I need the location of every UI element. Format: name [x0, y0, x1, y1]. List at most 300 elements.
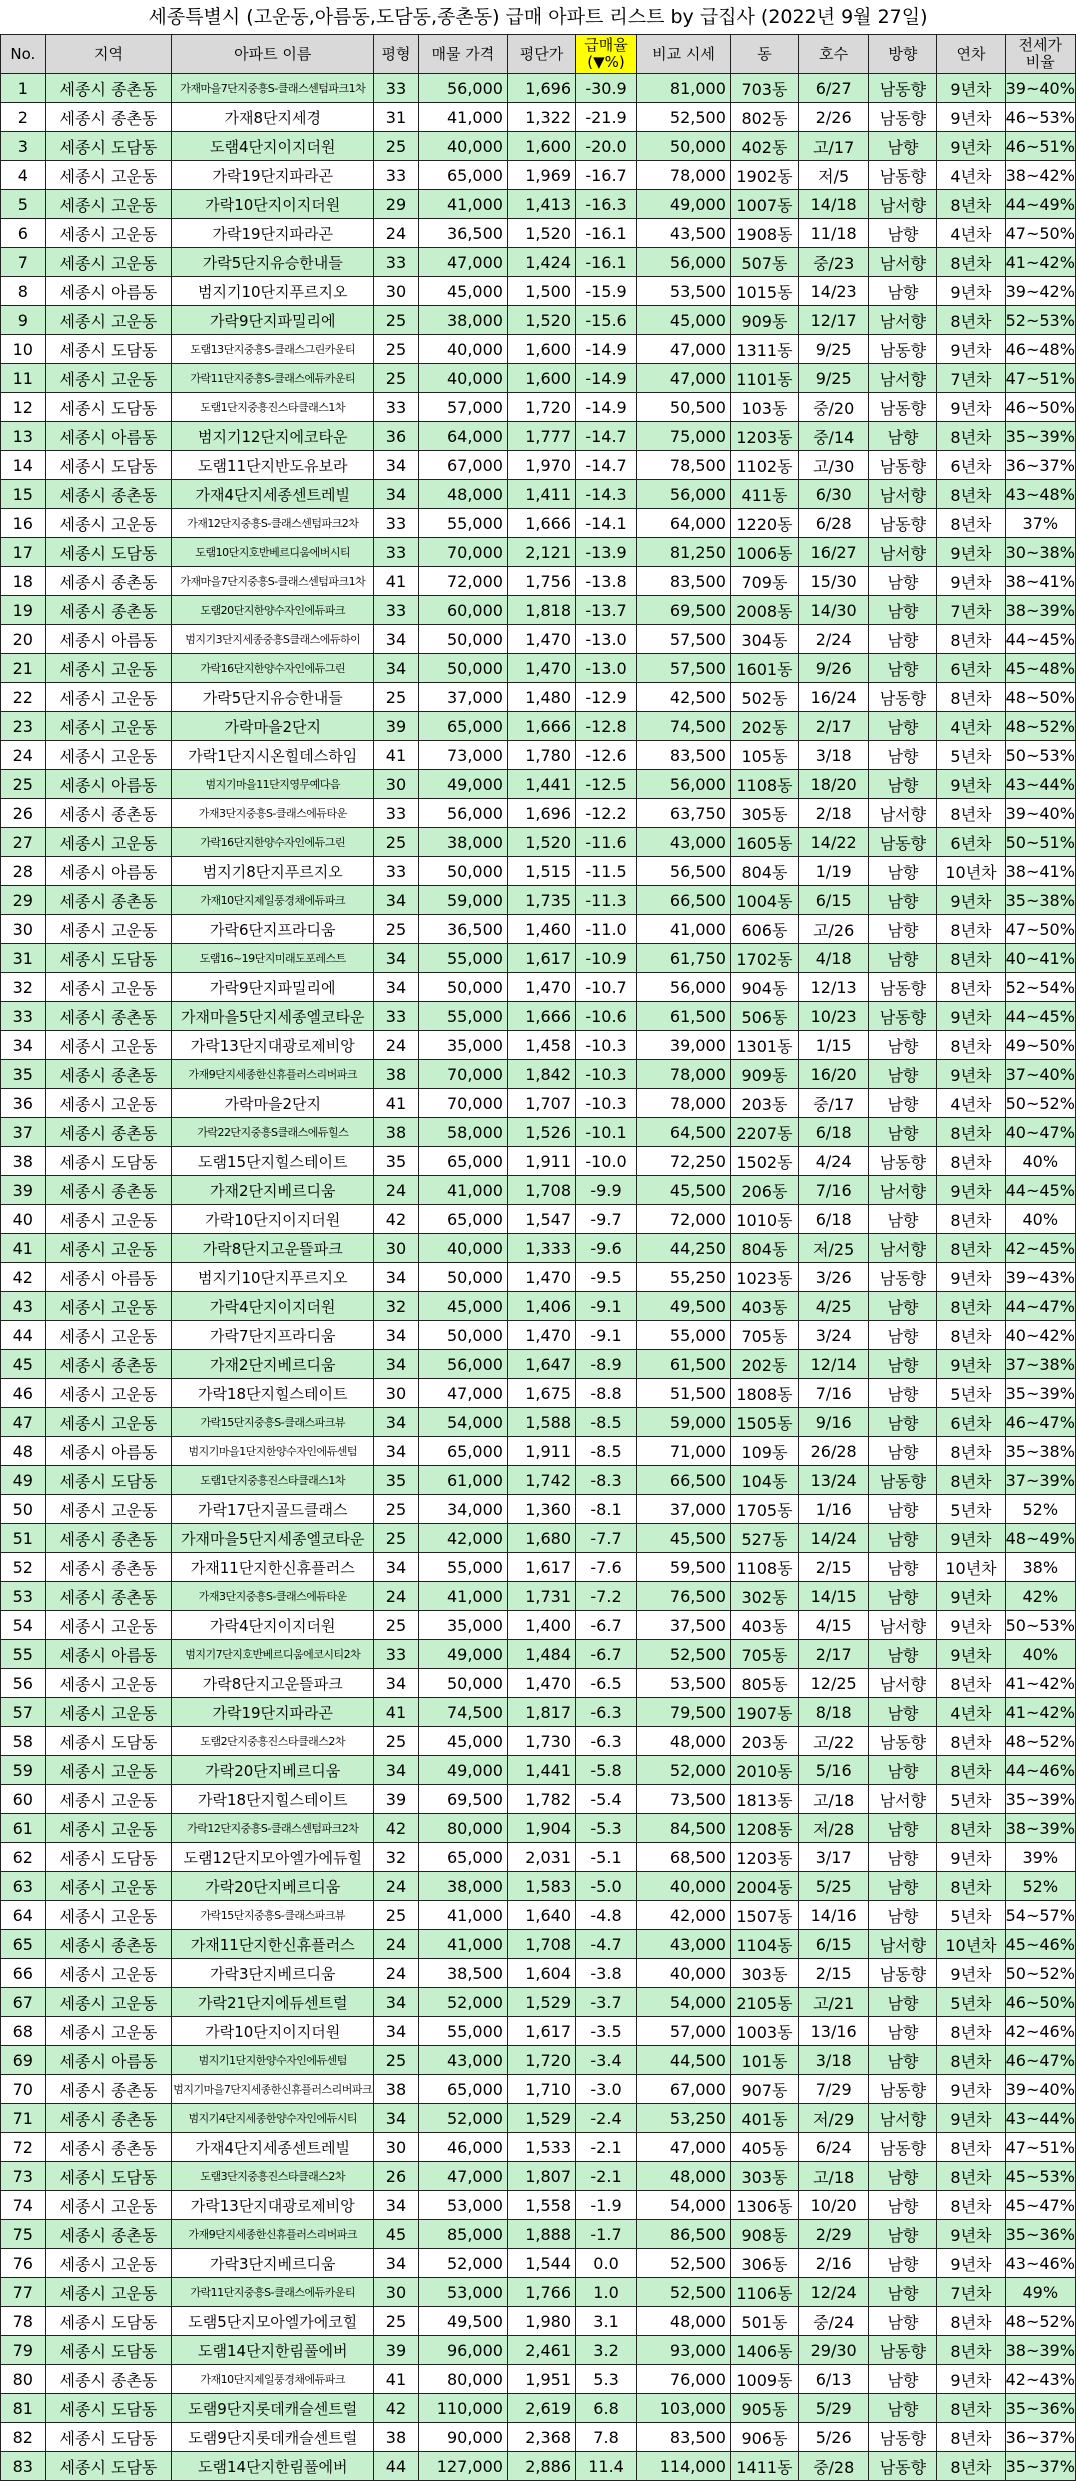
region-cell: 세종시 고운동 [45, 306, 172, 335]
building-cell: 906동 [730, 2423, 798, 2452]
sale-price-cell: 80,000 [418, 1814, 507, 1843]
building-cell: 1007동 [730, 190, 798, 219]
compare-price-cell: 48,000 [637, 2162, 731, 2191]
compare-price-cell: 68,500 [637, 1843, 731, 1872]
region-cell: 세종시 고운동 [45, 654, 172, 683]
sale-price-cell: 70,000 [418, 1060, 507, 1089]
region-cell: 세종시 도담동 [45, 2307, 172, 2336]
row-number-cell: 56 [1, 1669, 46, 1698]
age-cell: 8년차 [937, 2336, 1005, 2365]
floor-cell: 1/16 [798, 1495, 868, 1524]
jeonse-ratio-cell: 50~51% [1005, 828, 1076, 857]
direction-cell: 남향 [869, 1901, 937, 1930]
column-header: 호수 [798, 35, 868, 74]
jeonse-ratio-cell: 43~46% [1005, 2249, 1076, 2278]
compare-price-cell: 64,500 [637, 1118, 731, 1147]
age-cell: 9년차 [937, 2220, 1005, 2249]
table-row [1, 2249, 1076, 2278]
building-cell: 1502동 [730, 1147, 798, 1176]
compare-price-cell: 76,000 [637, 2365, 731, 2394]
apartment-name-cell: 도램1단지중흥진스타클래스1차 [172, 1466, 374, 1495]
floor-cell: 2/16 [798, 2249, 868, 2278]
jeonse-ratio-cell: 46~47% [1005, 2046, 1076, 2075]
compare-price-cell: 42,500 [637, 683, 731, 712]
price-per-pyeong-cell: 1,515 [507, 857, 575, 886]
price-per-pyeong-cell: 1,756 [507, 567, 575, 596]
row-number-cell: 78 [1, 2307, 46, 2336]
row-number-cell: 16 [1, 509, 46, 538]
table-row [1, 2133, 1076, 2162]
region-cell: 세종시 아름동 [45, 625, 172, 654]
apartment-name-cell: 가락3단지베르디움 [172, 2249, 374, 2278]
sale-price-cell: 52,000 [418, 2249, 507, 2278]
floor-cell: 3/24 [798, 1321, 868, 1350]
sale-price-cell: 43,000 [418, 2046, 507, 2075]
building-cell: 109동 [730, 1437, 798, 1466]
direction-cell: 남향 [869, 1872, 937, 1901]
age-cell: 8년차 [937, 2452, 1005, 2481]
jeonse-ratio-cell: 38~41% [1005, 857, 1076, 886]
compare-price-cell: 83,500 [637, 2423, 731, 2452]
jeonse-ratio-cell: 44~47% [1005, 1292, 1076, 1321]
discount-rate-cell: -14.9 [576, 335, 637, 364]
age-cell: 8년차 [937, 1321, 1005, 1350]
price-per-pyeong-cell: 1,675 [507, 1379, 575, 1408]
price-per-pyeong-cell: 1,529 [507, 1988, 575, 2017]
compare-price-cell: 86,500 [637, 2220, 731, 2249]
price-per-pyeong-cell: 1,484 [507, 1640, 575, 1669]
building-cell: 909동 [730, 306, 798, 335]
discount-rate-cell: -15.9 [576, 277, 637, 306]
direction-cell: 남향 [869, 2162, 937, 2191]
jeonse-ratio-cell: 35~39% [1005, 422, 1076, 451]
size-pyeong-cell: 42 [374, 1814, 419, 1843]
compare-price-cell: 43,000 [637, 828, 731, 857]
direction-cell: 남향 [869, 1292, 937, 1321]
age-cell: 9년차 [937, 770, 1005, 799]
sale-price-cell: 41,000 [418, 1901, 507, 1930]
compare-price-cell: 54,000 [637, 2191, 731, 2220]
region-cell: 세종시 아름동 [45, 1437, 172, 1466]
region-cell: 세종시 고운동 [45, 1379, 172, 1408]
building-cell: 303동 [730, 1959, 798, 1988]
age-cell: 9년차 [937, 1263, 1005, 1292]
direction-cell: 남향 [869, 2365, 937, 2394]
price-per-pyeong-cell: 1,680 [507, 1524, 575, 1553]
row-number-cell: 41 [1, 1234, 46, 1263]
compare-price-cell: 56,500 [637, 857, 731, 886]
size-pyeong-cell: 34 [374, 2104, 419, 2133]
apartment-name-cell: 가락8단지고운뜰파크 [172, 1669, 374, 1698]
size-pyeong-cell: 34 [374, 654, 419, 683]
age-cell: 9년차 [937, 1959, 1005, 1988]
age-cell: 9년차 [937, 886, 1005, 915]
sale-price-cell: 46,000 [418, 2133, 507, 2162]
discount-rate-cell: -7.7 [576, 1524, 637, 1553]
size-pyeong-cell: 30 [374, 1234, 419, 1263]
direction-cell: 남향 [869, 2017, 937, 2046]
size-pyeong-cell: 33 [374, 538, 419, 567]
size-pyeong-cell: 25 [374, 2046, 419, 2075]
compare-price-cell: 81,000 [637, 74, 731, 103]
floor-cell: 2/15 [798, 1553, 868, 1582]
row-number-cell: 4 [1, 161, 46, 190]
size-pyeong-cell: 33 [374, 161, 419, 190]
table-row [1, 828, 1076, 857]
price-per-pyeong-cell: 1,424 [507, 248, 575, 277]
compare-price-cell: 81,250 [637, 538, 731, 567]
jeonse-ratio-cell: 37% [1005, 509, 1076, 538]
price-per-pyeong-cell: 1,720 [507, 393, 575, 422]
table-row [1, 335, 1076, 364]
discount-rate-cell: -5.0 [576, 1872, 637, 1901]
building-cell: 1009동 [730, 2365, 798, 2394]
age-cell: 8년차 [937, 1205, 1005, 1234]
discount-rate-cell: -5.3 [576, 1814, 637, 1843]
building-cell: 1306동 [730, 2191, 798, 2220]
table-row [1, 277, 1076, 306]
apartment-name-cell: 가락15단지중흥S-클래스파크뷰 [172, 1408, 374, 1437]
age-cell: 9년차 [937, 1350, 1005, 1379]
floor-cell: 8/18 [798, 1698, 868, 1727]
row-number-cell: 50 [1, 1495, 46, 1524]
price-per-pyeong-cell: 1,617 [507, 944, 575, 973]
region-cell: 세종시 고운동 [45, 1408, 172, 1437]
row-number-cell: 72 [1, 2133, 46, 2162]
direction-cell: 남향 [869, 625, 937, 654]
floor-cell: 2/15 [798, 1959, 868, 1988]
row-number-cell: 20 [1, 625, 46, 654]
compare-price-cell: 61,500 [637, 1350, 731, 1379]
region-cell: 세종시 종촌동 [45, 1176, 172, 1205]
age-cell: 9년차 [937, 103, 1005, 132]
apartment-name-cell: 가재2단지베르디움 [172, 1350, 374, 1379]
price-per-pyeong-cell: 1,333 [507, 1234, 575, 1263]
sale-price-cell: 65,000 [418, 712, 507, 741]
compare-price-cell: 50,500 [637, 393, 731, 422]
region-cell: 세종시 고운동 [45, 683, 172, 712]
sale-price-cell: 85,000 [418, 2220, 507, 2249]
floor-cell: 6/28 [798, 509, 868, 538]
region-cell: 세종시 종촌동 [45, 480, 172, 509]
direction-cell: 남향 [869, 219, 937, 248]
floor-cell: 12/13 [798, 973, 868, 1002]
sale-price-cell: 65,000 [418, 1147, 507, 1176]
jeonse-ratio-cell: 35~36% [1005, 2220, 1076, 2249]
jeonse-ratio-cell: 38~42% [1005, 161, 1076, 190]
sale-price-cell: 54,000 [418, 1408, 507, 1437]
age-cell: 8년차 [937, 1437, 1005, 1466]
building-cell: 606동 [730, 915, 798, 944]
direction-cell: 남향 [869, 915, 937, 944]
direction-cell: 남향 [869, 1205, 937, 1234]
sale-price-cell: 70,000 [418, 1089, 507, 1118]
table-row [1, 2394, 1076, 2423]
size-pyeong-cell: 41 [374, 1089, 419, 1118]
discount-rate-cell: -3.0 [576, 2075, 637, 2104]
region-cell: 세종시 아름동 [45, 277, 172, 306]
row-number-cell: 28 [1, 857, 46, 886]
direction-cell: 남동향 [869, 393, 937, 422]
age-cell: 9년차 [937, 1611, 1005, 1640]
direction-cell: 남향 [869, 741, 937, 770]
apartment-name-cell: 가락10단지이지더원 [172, 2017, 374, 2046]
direction-cell: 남향 [869, 422, 937, 451]
price-per-pyeong-cell: 1,617 [507, 1553, 575, 1582]
direction-cell: 남서향 [869, 1234, 937, 1263]
size-pyeong-cell: 26 [374, 2162, 419, 2191]
compare-price-cell: 49,000 [637, 190, 731, 219]
discount-rate-cell: -9.5 [576, 1263, 637, 1292]
floor-cell: 14/16 [798, 1901, 868, 1930]
row-number-cell: 48 [1, 1437, 46, 1466]
age-cell: 9년차 [937, 2075, 1005, 2104]
column-header: 매물 가격 [418, 35, 507, 74]
sale-price-cell: 55,000 [418, 1553, 507, 1582]
price-per-pyeong-cell: 2,121 [507, 538, 575, 567]
direction-cell: 남향 [869, 1553, 937, 1582]
sale-price-cell: 45,000 [418, 1727, 507, 1756]
table-row [1, 1611, 1076, 1640]
floor-cell: 13/24 [798, 1466, 868, 1495]
direction-cell: 남서향 [869, 248, 937, 277]
sale-price-cell: 37,000 [418, 683, 507, 712]
compare-price-cell: 78,000 [637, 1060, 731, 1089]
size-pyeong-cell: 34 [374, 2191, 419, 2220]
row-number-cell: 34 [1, 1031, 46, 1060]
compare-price-cell: 79,500 [637, 1698, 731, 1727]
compare-price-cell: 56,000 [637, 973, 731, 1002]
compare-price-cell: 78,500 [637, 451, 731, 480]
building-cell: 904동 [730, 973, 798, 1002]
apartment-name-cell: 도램14단지한림풀에버 [172, 2452, 374, 2481]
floor-cell: 6/15 [798, 1930, 868, 1959]
age-cell: 6년차 [937, 451, 1005, 480]
age-cell: 10년차 [937, 857, 1005, 886]
discount-rate-cell: -3.4 [576, 2046, 637, 2075]
row-number-cell: 2 [1, 103, 46, 132]
direction-cell: 남향 [869, 1495, 937, 1524]
age-cell: 8년차 [937, 1118, 1005, 1147]
region-cell: 세종시 도담동 [45, 2162, 172, 2191]
floor-cell: 10/23 [798, 1002, 868, 1031]
direction-cell: 남동향 [869, 451, 937, 480]
compare-price-cell: 66,500 [637, 1466, 731, 1495]
discount-rate-cell: -8.3 [576, 1466, 637, 1495]
apartment-name-cell: 범지기마을7단지세종한신휴플러스리버파크 [172, 2075, 374, 2104]
size-pyeong-cell: 25 [374, 828, 419, 857]
jeonse-ratio-cell: 40~41% [1005, 944, 1076, 973]
age-cell: 9년차 [937, 538, 1005, 567]
table-row [1, 857, 1076, 886]
compare-price-cell: 71,000 [637, 1437, 731, 1466]
age-cell: 8년차 [937, 2307, 1005, 2336]
price-per-pyeong-cell: 1,888 [507, 2220, 575, 2249]
floor-cell: 2/18 [798, 799, 868, 828]
size-pyeong-cell: 33 [374, 509, 419, 538]
price-per-pyeong-cell: 1,529 [507, 2104, 575, 2133]
building-cell: 1102동 [730, 451, 798, 480]
price-per-pyeong-cell: 1,904 [507, 1814, 575, 1843]
building-cell: 2008동 [730, 596, 798, 625]
age-cell: 7년차 [937, 596, 1005, 625]
region-cell: 세종시 고운동 [45, 712, 172, 741]
floor-cell: 중/17 [798, 1089, 868, 1118]
jeonse-ratio-cell: 42% [1005, 1582, 1076, 1611]
direction-cell: 남향 [869, 1350, 937, 1379]
sale-price-cell: 36,500 [418, 219, 507, 248]
discount-rate-cell: -11.0 [576, 915, 637, 944]
price-per-pyeong-cell: 1,470 [507, 1669, 575, 1698]
compare-price-cell: 59,500 [637, 1553, 731, 1582]
sale-price-cell: 64,000 [418, 422, 507, 451]
sale-price-cell: 50,000 [418, 857, 507, 886]
apartment-name-cell: 가락4단지이지더원 [172, 1611, 374, 1640]
building-cell: 1220동 [730, 509, 798, 538]
region-cell: 세종시 고운동 [45, 1872, 172, 1901]
building-cell: 405동 [730, 2133, 798, 2162]
size-pyeong-cell: 32 [374, 1292, 419, 1321]
price-per-pyeong-cell: 1,470 [507, 625, 575, 654]
sale-price-cell: 59,000 [418, 886, 507, 915]
region-cell: 세종시 도담동 [45, 1843, 172, 1872]
building-cell: 908동 [730, 2220, 798, 2249]
discount-rate-cell: 6.8 [576, 2394, 637, 2423]
row-number-cell: 25 [1, 770, 46, 799]
direction-cell: 남동향 [869, 1959, 937, 1988]
discount-rate-cell: -10.9 [576, 944, 637, 973]
region-cell: 세종시 도담동 [45, 1466, 172, 1495]
table-row [1, 1901, 1076, 1930]
direction-cell: 남서향 [869, 364, 937, 393]
building-cell: 709동 [730, 567, 798, 596]
sale-price-cell: 42,000 [418, 1524, 507, 1553]
table-row [1, 2162, 1076, 2191]
region-cell: 세종시 고운동 [45, 1321, 172, 1350]
age-cell: 5년차 [937, 1379, 1005, 1408]
price-per-pyeong-cell: 1,470 [507, 973, 575, 1002]
building-cell: 203동 [730, 1727, 798, 1756]
region-cell: 세종시 종촌동 [45, 1524, 172, 1553]
jeonse-ratio-cell: 30~38% [1005, 538, 1076, 567]
row-number-cell: 81 [1, 2394, 46, 2423]
price-per-pyeong-cell: 1,951 [507, 2365, 575, 2394]
apartment-name-cell: 가락9단지파밀리에 [172, 973, 374, 1002]
floor-cell: 29/30 [798, 2336, 868, 2365]
sale-price-cell: 47,000 [418, 248, 507, 277]
row-number-cell: 10 [1, 335, 46, 364]
size-pyeong-cell: 25 [374, 132, 419, 161]
region-cell: 세종시 아름동 [45, 770, 172, 799]
size-pyeong-cell: 34 [374, 625, 419, 654]
discount-rate-cell: -5.8 [576, 1756, 637, 1785]
floor-cell: 7/16 [798, 1176, 868, 1205]
apartment-name-cell: 가락13단지대광로제비앙 [172, 1031, 374, 1060]
age-cell: 8년차 [937, 1234, 1005, 1263]
apartment-name-cell: 가재12단지중흥S-클래스센텀파크2차 [172, 509, 374, 538]
jeonse-ratio-cell: 39~43% [1005, 1263, 1076, 1292]
discount-rate-cell: -12.2 [576, 799, 637, 828]
price-per-pyeong-cell: 1,817 [507, 1698, 575, 1727]
sale-price-cell: 65,000 [418, 1437, 507, 1466]
age-cell: 9년차 [937, 567, 1005, 596]
size-pyeong-cell: 24 [374, 1582, 419, 1611]
row-number-cell: 66 [1, 1959, 46, 1988]
size-pyeong-cell: 34 [374, 2017, 419, 2046]
direction-cell: 남향 [869, 1843, 937, 1872]
region-cell: 세종시 종촌동 [45, 1553, 172, 1582]
direction-cell: 남동향 [869, 2452, 937, 2481]
sale-price-cell: 56,000 [418, 74, 507, 103]
table-row [1, 2191, 1076, 2220]
sale-price-cell: 38,000 [418, 828, 507, 857]
price-per-pyeong-cell: 1,969 [507, 161, 575, 190]
floor-cell: 6/24 [798, 2133, 868, 2162]
floor-cell: 14/15 [798, 1582, 868, 1611]
size-pyeong-cell: 33 [374, 857, 419, 886]
apartment-name-cell: 가락9단지파밀리에 [172, 306, 374, 335]
region-cell: 세종시 도담동 [45, 1727, 172, 1756]
price-per-pyeong-cell: 2,619 [507, 2394, 575, 2423]
size-pyeong-cell: 25 [374, 364, 419, 393]
table-row [1, 1814, 1076, 1843]
table-row [1, 712, 1076, 741]
price-per-pyeong-cell: 1,731 [507, 1582, 575, 1611]
row-number-cell: 59 [1, 1756, 46, 1785]
sale-price-cell: 49,000 [418, 1640, 507, 1669]
age-cell: 8년차 [937, 1031, 1005, 1060]
size-pyeong-cell: 24 [374, 1031, 419, 1060]
building-cell: 401동 [730, 2104, 798, 2133]
discount-rate-cell: -9.6 [576, 1234, 637, 1263]
compare-price-cell: 56,000 [637, 770, 731, 799]
age-cell: 8년차 [937, 1466, 1005, 1495]
price-per-pyeong-cell: 1,533 [507, 2133, 575, 2162]
compare-price-cell: 52,500 [637, 2278, 731, 2307]
discount-rate-cell: -4.7 [576, 1930, 637, 1959]
age-cell: 9년차 [937, 2249, 1005, 2278]
compare-price-cell: 61,500 [637, 1002, 731, 1031]
direction-cell: 남향 [869, 1756, 937, 1785]
age-cell: 8년차 [937, 915, 1005, 944]
discount-rate-cell: -10.3 [576, 1060, 637, 1089]
sale-price-cell: 36,500 [418, 915, 507, 944]
column-header: 연차 [937, 35, 1005, 74]
region-cell: 세종시 아름동 [45, 1640, 172, 1669]
jeonse-ratio-cell: 50~53% [1005, 741, 1076, 770]
apartment-name-cell: 가락4단지이지더원 [172, 1292, 374, 1321]
apartment-name-cell: 범지기4단지세종한양수자인에듀시티 [172, 2104, 374, 2133]
sale-price-cell: 55,000 [418, 944, 507, 973]
apartment-name-cell: 가락19단지파라곤 [172, 161, 374, 190]
region-cell: 세종시 종촌동 [45, 2220, 172, 2249]
row-number-cell: 27 [1, 828, 46, 857]
column-header: 지역 [45, 35, 172, 74]
price-per-pyeong-cell: 1,600 [507, 335, 575, 364]
row-number-cell: 55 [1, 1640, 46, 1669]
column-header: 평형 [374, 35, 419, 74]
row-number-cell: 75 [1, 2220, 46, 2249]
direction-cell: 남향 [869, 2191, 937, 2220]
row-number-cell: 13 [1, 422, 46, 451]
region-cell: 세종시 종촌동 [45, 886, 172, 915]
age-cell: 8년차 [937, 799, 1005, 828]
direction-cell: 남동향 [869, 161, 937, 190]
jeonse-ratio-cell: 47~51% [1005, 2133, 1076, 2162]
region-cell: 세종시 종촌동 [45, 103, 172, 132]
floor-cell: 9/26 [798, 654, 868, 683]
row-number-cell: 44 [1, 1321, 46, 1350]
